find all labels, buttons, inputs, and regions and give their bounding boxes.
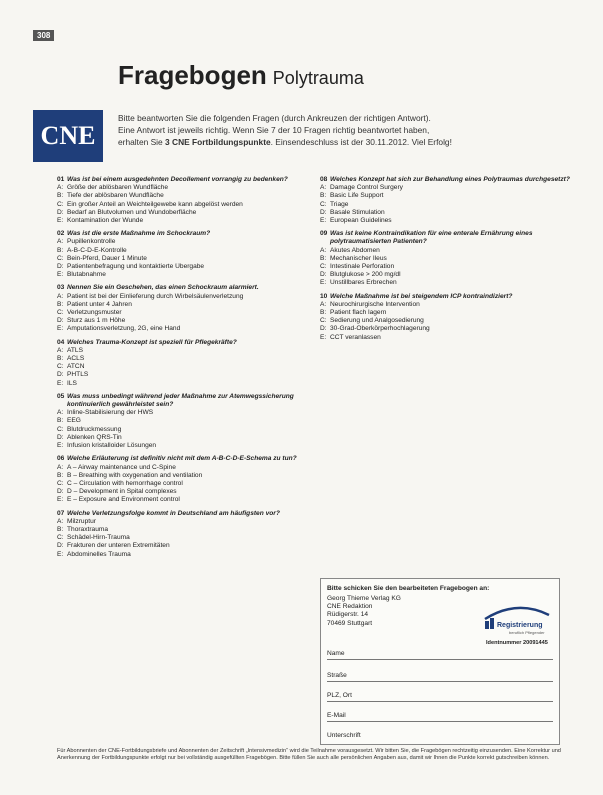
option-text: Sturz aus 1 m Höhe: [67, 317, 126, 325]
option-letter: C:: [320, 317, 327, 325]
option-text: Bedarf an Blutvolumen und Wundoberfläche: [67, 208, 197, 216]
option-text: Tiefe der ablösbaren Wundfläche: [67, 192, 164, 200]
option-letter: A:: [320, 246, 327, 254]
answer-option[interactable]: [57, 217, 307, 225]
answer-option[interactable]: [57, 325, 307, 333]
ident-number: Identnummer 20091445: [486, 640, 548, 646]
question-label: Was ist keine Kontraindikation für eine enterale Ernährung eines polytraumatisierten Patienten?: [330, 230, 533, 246]
answer-option[interactable]: [57, 355, 307, 363]
page-title: [118, 60, 364, 91]
answer-option[interactable]: [57, 380, 307, 388]
question-text: [57, 176, 307, 184]
question-number: 07: [57, 509, 65, 517]
answer-option[interactable]: [320, 334, 570, 342]
answer-option[interactable]: [320, 263, 570, 271]
answer-option[interactable]: [320, 271, 570, 279]
intro-line-1: Bitte beantworten Sie die folgenden Fragen (durch Ankreuzen der richtigen Antwort).: [118, 113, 431, 123]
option-text: Neurochirurgische Intervention: [330, 300, 420, 308]
option-letter: C:: [57, 254, 64, 262]
zip-city-field-label: PLZ, Ort: [327, 691, 352, 699]
answer-option[interactable]: [57, 426, 307, 434]
option-letter: E:: [57, 271, 64, 279]
answer-option[interactable]: [320, 255, 570, 263]
option-letter: A:: [57, 238, 64, 246]
intro-line-3: [118, 136, 558, 148]
option-text: Patientenbefragung und kontaktierte Übergabe: [67, 263, 205, 271]
option-text: Blutglukose > 200 mg/dl: [330, 271, 401, 279]
street-field-label: Straße: [327, 671, 347, 679]
answer-option[interactable]: [57, 371, 307, 379]
option-text: Größe der ablösbaren Wundfläche: [67, 184, 169, 192]
option-letter: E:: [320, 333, 327, 341]
answer-option[interactable]: [57, 534, 307, 542]
answer-option[interactable]: [57, 271, 307, 279]
option-text: Infusion kristalloider Lösungen: [67, 442, 157, 450]
option-text: Bein-Pferd, Dauer 1 Minute: [67, 254, 147, 262]
answer-option[interactable]: [57, 551, 307, 559]
option-text: 30-Grad-Oberkörperhochlagerung: [330, 325, 430, 333]
question-label: Welche Maßnahme ist bei steigendem ICP kontraindiziert?: [330, 292, 513, 300]
option-letter: C:: [57, 425, 64, 433]
option-letter: E:: [57, 550, 64, 558]
question-text: [57, 510, 307, 518]
answer-option[interactable]: [57, 184, 307, 192]
option-text: E – Exposure and Environment control: [67, 496, 180, 504]
option-letter: B:: [57, 246, 64, 254]
option-letter: B:: [57, 355, 64, 363]
title-main: Fragebogen: [118, 60, 267, 90]
question-02: [57, 230, 307, 279]
answer-option[interactable]: [320, 201, 570, 209]
option-letter: C:: [57, 479, 64, 487]
answer-option[interactable]: [57, 542, 307, 550]
intro-line-3-pre: erhalten Sie: [118, 137, 166, 147]
answer-option[interactable]: [57, 464, 307, 472]
option-letter: D:: [57, 317, 64, 325]
questions-left-column: [57, 176, 307, 564]
question-text: [57, 339, 307, 347]
option-text: Ablenken QRS-Tin: [67, 433, 122, 441]
answer-option[interactable]: [57, 293, 307, 301]
option-letter: A:: [57, 346, 64, 354]
question-text: [57, 393, 307, 409]
option-text: Abdominelles Trauma: [67, 550, 131, 558]
address-line: 70469 Stuttgart: [327, 619, 373, 627]
answer-option[interactable]: [320, 217, 570, 225]
answer-option[interactable]: [57, 301, 307, 309]
address-line: Georg Thieme Verlag KG: [327, 595, 401, 602]
question-text: [320, 230, 570, 246]
option-letter: C:: [320, 200, 327, 208]
intro-line-3-post: . Einsendeschluss ist der 30.11.2012. Viel Erfolg!: [270, 137, 452, 147]
question-09: [320, 230, 570, 287]
answer-option[interactable]: [57, 255, 307, 263]
send-form: [320, 578, 560, 745]
option-letter: D:: [57, 371, 64, 379]
option-letter: B:: [57, 525, 64, 533]
signature-field[interactable]: [327, 731, 553, 741]
option-text: Verletzungsmuster: [67, 309, 122, 317]
question-label: Was ist die erste Maßnahme im Schockraum?: [67, 230, 211, 238]
answer-option[interactable]: [57, 480, 307, 488]
option-letter: B:: [57, 300, 64, 308]
answer-option[interactable]: [57, 496, 307, 504]
option-text: ACLS: [67, 355, 85, 363]
option-letter: C:: [57, 363, 64, 371]
option-letter: D:: [57, 263, 64, 271]
questions-right-column: [320, 176, 570, 347]
question-07: [57, 510, 307, 559]
option-letter: D:: [320, 325, 327, 333]
answer-option[interactable]: [57, 209, 307, 217]
email-field-label: E-Mail: [327, 711, 346, 719]
option-text: Ein großer Anteil an Weichteilgewebe kann abgelöst werden: [67, 200, 243, 208]
answer-option[interactable]: [57, 363, 307, 371]
question-04: [57, 339, 307, 388]
answer-option[interactable]: [57, 192, 307, 200]
answer-option[interactable]: [57, 417, 307, 425]
option-letter: D:: [320, 271, 327, 279]
answer-option[interactable]: [57, 488, 307, 496]
answer-option[interactable]: [320, 247, 570, 255]
question-number: 09: [320, 230, 328, 238]
answer-option[interactable]: [57, 317, 307, 325]
option-letter: A:: [320, 300, 327, 308]
option-letter: B:: [320, 192, 327, 200]
option-text: Basic Life Support: [330, 192, 384, 200]
cne-logo: CNE: [33, 110, 103, 162]
option-text: B – Breathing with oxygenation and ventilation: [67, 471, 203, 479]
option-letter: B:: [320, 309, 327, 317]
answer-option[interactable]: [320, 279, 570, 287]
question-01: [57, 176, 307, 225]
option-text: Frakturen der unteren Extremitäten: [67, 542, 170, 550]
option-text: Kontamination der Wunde: [67, 217, 144, 225]
question-05: [57, 393, 307, 450]
option-text: Damage Control Surgery: [330, 184, 403, 192]
option-letter: E:: [57, 496, 64, 504]
question-label: Welche Erläuterung ist definitiv nicht mit dem A-B-C-D-E-Schema zu tun?: [67, 455, 297, 463]
question-number: 01: [57, 176, 65, 183]
intro-points: 3 CNE Fortbildungspunkte: [165, 137, 271, 147]
option-text: European Guidelines: [330, 217, 392, 225]
option-letter: E:: [57, 325, 64, 333]
answer-option[interactable]: [57, 526, 307, 534]
question-text: [57, 230, 307, 238]
option-letter: E:: [320, 279, 327, 287]
option-letter: D:: [57, 488, 64, 496]
option-letter: B:: [57, 471, 64, 479]
question-06: [57, 455, 307, 504]
zip-city-field[interactable]: [327, 691, 553, 702]
question-number: 06: [57, 455, 65, 463]
option-text: Inline-Stabilisierung der HWS: [67, 409, 154, 417]
option-text: CCT veranlassen: [330, 333, 381, 341]
page-number: 308: [33, 30, 54, 41]
answer-option[interactable]: [320, 301, 570, 309]
street-field[interactable]: [327, 671, 553, 682]
question-number: 04: [57, 338, 65, 346]
option-text: Schädel-Hirn-Trauma: [67, 534, 130, 542]
option-letter: C:: [57, 534, 64, 542]
option-letter: E:: [57, 379, 64, 387]
answer-option[interactable]: [57, 434, 307, 442]
option-text: C – Circulation with hemorrhage control: [67, 479, 183, 487]
answer-option[interactable]: [57, 238, 307, 246]
intro-text: [118, 112, 558, 148]
option-text: ATLS: [67, 346, 84, 354]
option-letter: E:: [57, 442, 64, 450]
answer-option[interactable]: [57, 247, 307, 255]
svg-text:beruflich Pflegender: beruflich Pflegender: [509, 630, 545, 635]
email-field[interactable]: [327, 711, 553, 722]
question-03: [57, 284, 307, 333]
question-text: [57, 284, 307, 292]
option-text: A-B-C-D-E-Kontrolle: [67, 246, 127, 254]
name-field[interactable]: [327, 649, 553, 660]
option-letter: C:: [57, 200, 64, 208]
option-text: PHTLS: [67, 371, 89, 379]
intro-line-2: Eine Antwort ist jeweils richtig. Wenn Sie 7 der 10 Fragen richtig beantwortet haben,: [118, 125, 430, 135]
option-text: Milzruptur: [67, 517, 96, 525]
option-text: ATCN: [67, 363, 85, 371]
option-text: Basale Stimulation: [330, 208, 385, 216]
option-text: EEG: [67, 417, 81, 425]
address-line: Rüdigerstr. 14: [327, 611, 369, 619]
question-label: Nennen Sie ein Geschehen, das einen Schockraum alarmiert.: [67, 284, 259, 292]
question-label: Welches Trauma-Konzept ist speziell für Pflegekräfte?: [67, 338, 237, 346]
answer-option[interactable]: [320, 209, 570, 217]
option-letter: D:: [320, 208, 327, 216]
option-letter: A:: [57, 184, 64, 192]
question-number: 05: [57, 392, 65, 400]
answer-option[interactable]: [57, 409, 307, 417]
question-text: [320, 176, 570, 184]
title-subtitle: Polytrauma: [272, 68, 364, 88]
option-letter: B:: [57, 192, 64, 200]
option-letter: B:: [320, 254, 327, 262]
option-letter: C:: [57, 309, 64, 317]
send-heading: Bitte schicken Sie den bearbeiteten Fragebogen an:: [327, 585, 490, 592]
option-text: Sedierung und Analgosedierung: [330, 317, 424, 325]
option-letter: A:: [320, 184, 327, 192]
answer-option[interactable]: [320, 184, 570, 192]
option-letter: E:: [57, 217, 64, 225]
address-line: CNE Redaktion: [327, 603, 373, 611]
option-text: Patient ist bei der Einlieferung durch Wirbelsäulenverletzung: [67, 292, 244, 300]
question-label: Welche Verletzungsfolge kommt in Deutschland am häufigsten vor?: [67, 509, 280, 517]
question-10: [320, 293, 570, 342]
answer-option[interactable]: [57, 472, 307, 480]
option-letter: A:: [57, 409, 64, 417]
question-08: [320, 176, 570, 225]
answer-option[interactable]: [320, 317, 570, 325]
option-text: Akutes Abdomen: [330, 246, 380, 254]
option-text: ILS: [67, 379, 77, 387]
question-text: [320, 293, 570, 301]
option-letter: A:: [57, 517, 64, 525]
answer-option[interactable]: [57, 309, 307, 317]
option-letter: A:: [57, 463, 64, 471]
option-letter: D:: [57, 433, 64, 441]
option-text: Blutabnahme: [67, 271, 106, 279]
question-number: 10: [320, 292, 328, 300]
question-label: Welches Konzept hat sich zur Behandlung eines Polytraumas durchgesetzt?: [330, 176, 570, 183]
answer-option[interactable]: [57, 201, 307, 209]
option-text: Amputationsverletzung, 2G, eine Hand: [67, 325, 181, 333]
footer-note: Für Abonnenten der CNE-Fortbildungsbriefe und Abonnenten der Zeitschrift „Intensivmedizin“ wird die Teilnahme vorausgesetzt. Wir bitten Sie, die Fragebögen rechtzeitig einzusenden. Eine Korrektur und Anerkennung der Fortbildungspunkte erfolgt nur bei vollständig ausgefüllten Fragebögen. Bitte füllen Sie auch alle persönlichen Angaben aus, damit wir Ihnen die Punkte korrekt gutschreiben können.: [57, 748, 561, 762]
signature-field-label: Unterschrift: [327, 731, 361, 739]
option-text: Intestinale Perforation: [330, 263, 395, 271]
option-text: A – Airway maintenance und C-Spine: [67, 463, 176, 471]
svg-text:Registrierung: Registrierung: [497, 622, 543, 629]
option-letter: A:: [57, 292, 64, 300]
option-text: Patient flach lagern: [330, 309, 387, 317]
option-letter: B:: [57, 417, 64, 425]
name-field-label: Name: [327, 649, 345, 657]
option-text: Pupillenkontrolle: [67, 238, 116, 246]
question-number: 08: [320, 176, 328, 183]
send-address: [327, 595, 401, 628]
option-text: Thoraxtrauma: [67, 525, 109, 533]
answer-option[interactable]: [320, 325, 570, 333]
answer-option[interactable]: [57, 263, 307, 271]
option-text: Mechanischer Ileus: [330, 254, 387, 262]
question-text: [57, 455, 307, 463]
question-number: 02: [57, 230, 65, 238]
option-letter: D:: [57, 208, 64, 216]
registration-logo-icon: [481, 597, 553, 637]
option-letter: C:: [320, 263, 327, 271]
option-text: Blutdruckmessung: [67, 425, 122, 433]
answer-option[interactable]: [57, 518, 307, 526]
option-letter: D:: [57, 542, 64, 550]
question-label: Was muss unbedingt während jeder Maßnahme zur Atemwegssicherung kontinuierlich gewährleistet sein?: [67, 392, 294, 409]
answer-option[interactable]: [57, 442, 307, 450]
question-number: 03: [57, 284, 65, 292]
option-text: Unstillbares Erbrechen: [330, 279, 397, 287]
option-letter: E:: [320, 217, 327, 225]
answer-option[interactable]: [320, 192, 570, 200]
option-text: Triage: [330, 200, 349, 208]
option-text: Patient unter 4 Jahren: [67, 300, 132, 308]
answer-option[interactable]: [57, 347, 307, 355]
answer-option[interactable]: [320, 309, 570, 317]
question-label: Was ist bei einem ausgedehnten Decollement vorrangig zu bedenken?: [67, 176, 288, 183]
option-text: D – Development in Spital complexes: [67, 488, 177, 496]
